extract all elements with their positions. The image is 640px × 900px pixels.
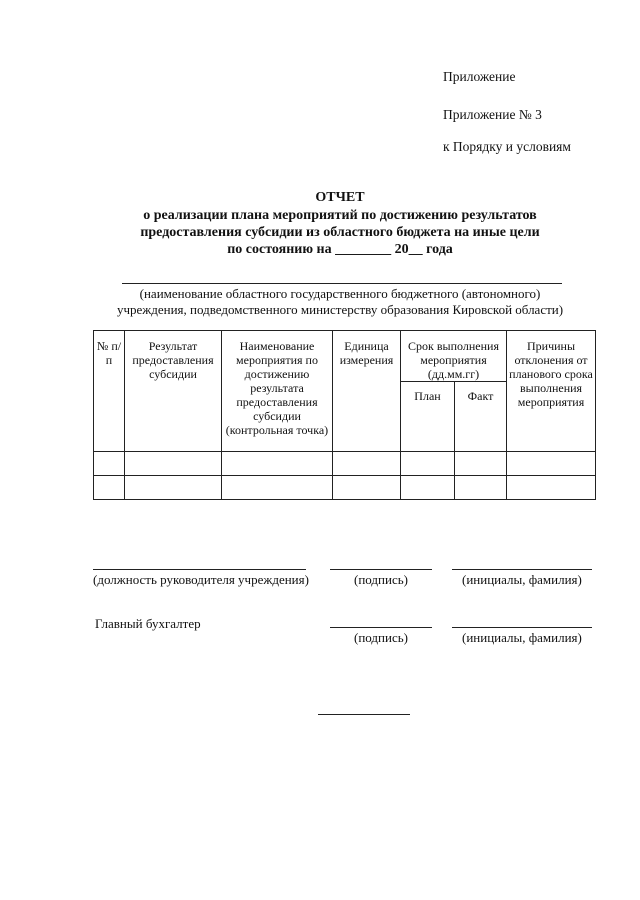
table-cell[interactable] bbox=[222, 452, 333, 476]
col-number-header: № п/п bbox=[94, 331, 125, 452]
table-cell[interactable] bbox=[125, 452, 222, 476]
table-cell[interactable] bbox=[125, 476, 222, 500]
table-row bbox=[94, 476, 596, 500]
chief-accountant-label: Главный бухгалтер bbox=[95, 616, 201, 631]
accountant-signature-line bbox=[330, 627, 432, 628]
table-cell[interactable] bbox=[333, 452, 401, 476]
table-cell[interactable] bbox=[222, 476, 333, 500]
appendix-reference: к Порядку и условиям bbox=[443, 139, 571, 154]
col-fact-header: Факт bbox=[455, 382, 507, 452]
col-event-header: Наименование мероприятия по достижению результата предоставления субсидии (контрольная точка) bbox=[222, 331, 333, 452]
table-header-row bbox=[94, 331, 596, 382]
appendix-label: Приложение bbox=[443, 69, 516, 84]
table-cell[interactable] bbox=[507, 476, 596, 500]
signature-line bbox=[330, 569, 432, 570]
table-cell[interactable] bbox=[94, 476, 125, 500]
report-table bbox=[93, 330, 596, 500]
table-cell[interactable] bbox=[455, 452, 507, 476]
title-line-2: предоставления субсидии из областного бюджета на иные цели bbox=[140, 225, 540, 240]
table-row bbox=[94, 452, 596, 476]
accountant-signature-caption: (подпись) bbox=[354, 630, 408, 645]
col-result-header: Результат предоставления субсидии bbox=[125, 331, 222, 452]
appendix-number: Приложение № 3 bbox=[443, 107, 542, 122]
institution-name-line bbox=[122, 283, 562, 284]
institution-name-caption bbox=[100, 286, 580, 318]
document-title: ОТЧЕТ bbox=[315, 190, 365, 205]
col-unit-header: Единица измерения bbox=[333, 331, 401, 452]
table-cell[interactable] bbox=[94, 452, 125, 476]
signature-caption: (подпись) bbox=[354, 572, 408, 587]
institution-caption-line-2: учреждения, подведомственного министерству образования Кировской области) bbox=[116, 302, 564, 317]
accountant-initials-line bbox=[452, 627, 592, 628]
position-caption: (должность руководителя учреждения) bbox=[93, 572, 309, 587]
accountant-initials-caption: (инициалы, фамилия) bbox=[462, 630, 582, 645]
table-cell[interactable] bbox=[455, 476, 507, 500]
table-cell[interactable] bbox=[333, 476, 401, 500]
closing-separator-line bbox=[318, 714, 410, 715]
col-plan-header: План bbox=[401, 382, 455, 452]
institution-caption-line-1: (наименование областного государственного бюджетного (автономного) bbox=[139, 286, 541, 301]
table-cell[interactable] bbox=[401, 476, 455, 500]
initials-line bbox=[452, 569, 592, 570]
initials-caption: (инициалы, фамилия) bbox=[462, 572, 582, 587]
col-term-header: Срок выполнения мероприятия (дд.мм.гг) bbox=[401, 331, 507, 382]
col-reasons-header: Причины отклонения от планового срока выполнения мероприятия bbox=[507, 331, 596, 452]
table-cell[interactable] bbox=[507, 452, 596, 476]
title-line-1: о реализации плана мероприятий по достижению результатов bbox=[143, 208, 537, 223]
title-line-3: по состоянию на ________ 20__ года bbox=[227, 242, 453, 257]
table-cell[interactable] bbox=[401, 452, 455, 476]
position-line bbox=[93, 569, 306, 570]
